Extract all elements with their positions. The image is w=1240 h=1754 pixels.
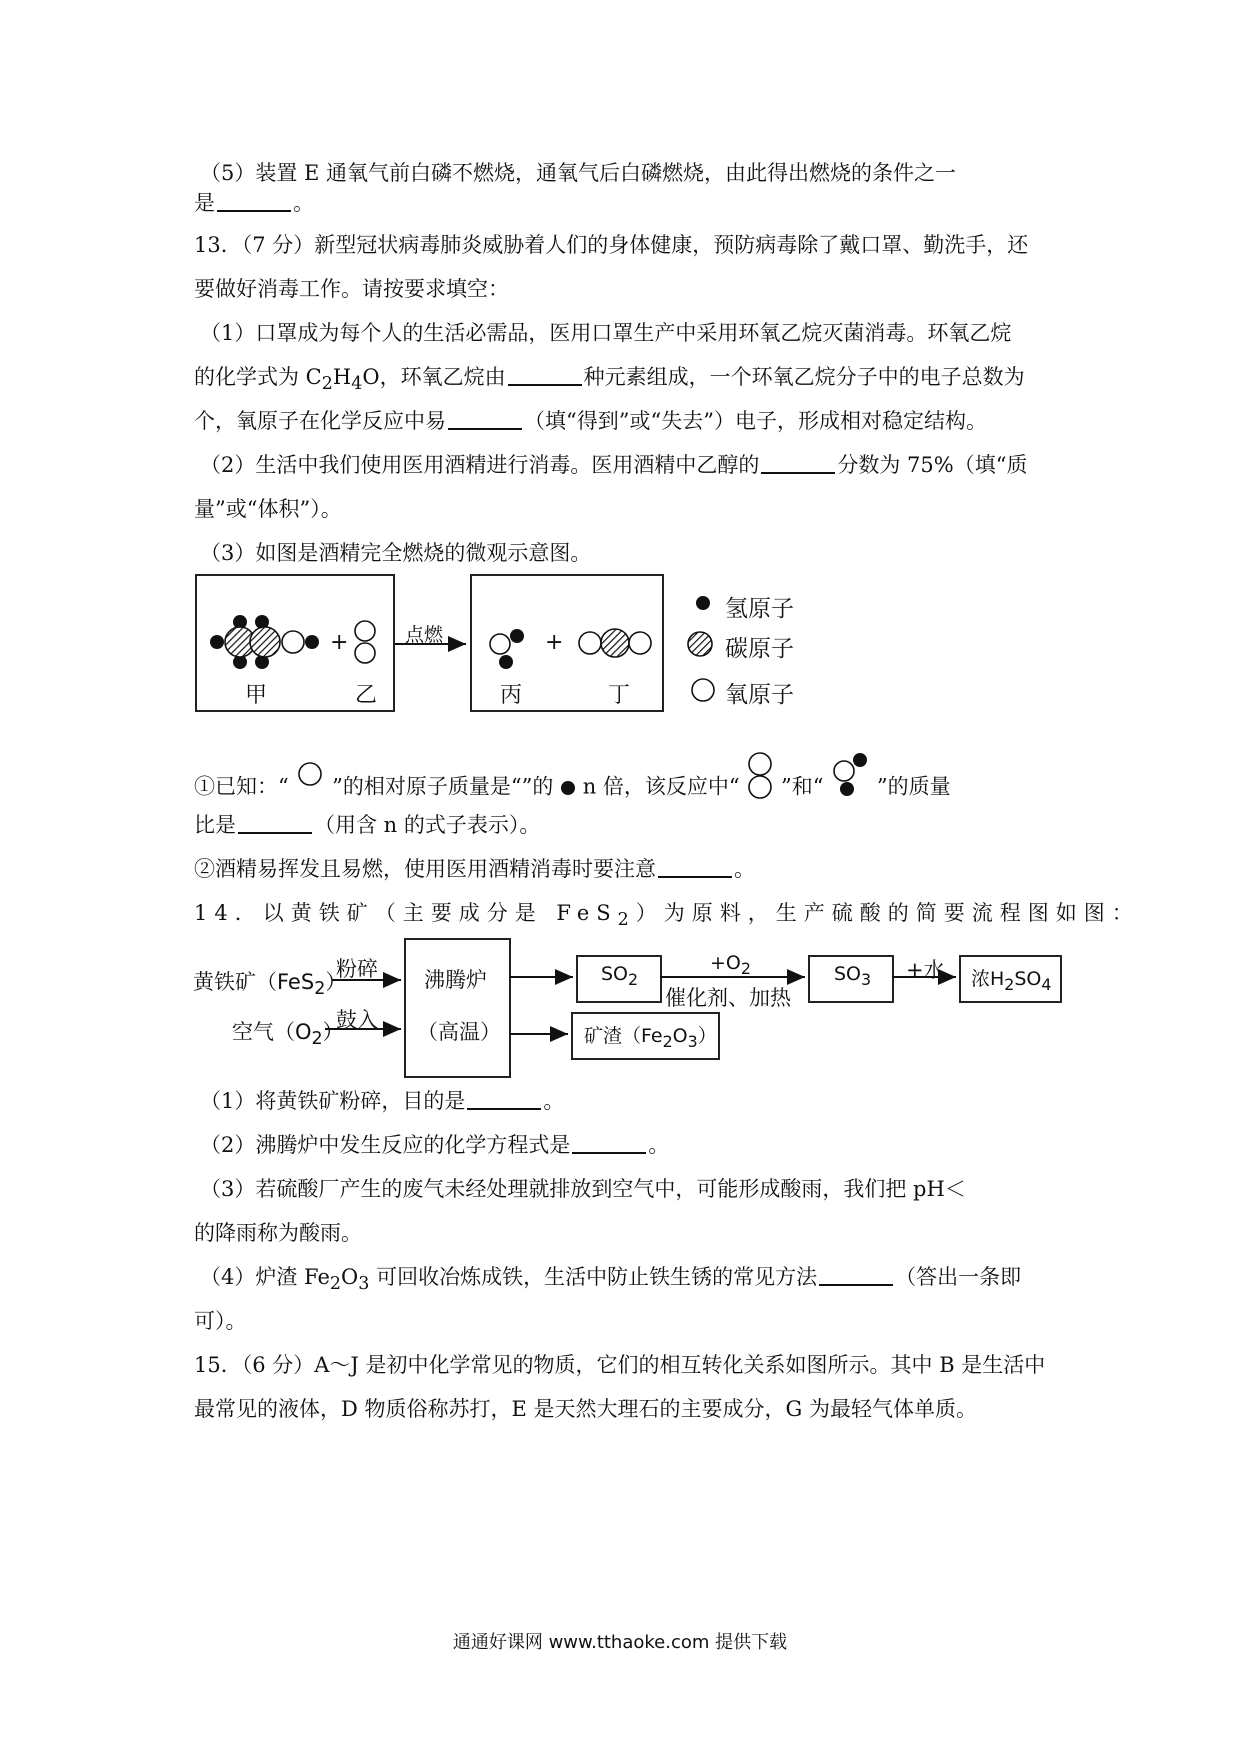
- answer-blank[interactable]: [467, 1088, 541, 1110]
- q14-part3-line1: （3）若硫酸厂产生的废气未经处理就排放到空气中，可能形成酸雨，我们把 pH＜: [200, 1177, 966, 1201]
- q13-text: 。: [734, 857, 755, 881]
- q13-text: ”的相对原子质量是“”的: [332, 774, 554, 799]
- formula-sub: 2: [314, 979, 326, 1000]
- q14-text: （1）将黄铁矿粉碎，目的是: [200, 1089, 466, 1113]
- q13-stem-line1: 13．（7 分）新型冠状病毒肺炎威胁着人们的身体健康，预防病毒除了戴口罩、勤洗手，还: [194, 233, 1029, 257]
- q12-end: 。: [293, 191, 314, 215]
- sulfuric-acid-label: [971, 964, 1051, 994]
- formula-sub: 2: [662, 1031, 673, 1051]
- q13-stem-line2: 要做好消毒工作。请按要求填空：: [194, 277, 509, 301]
- q15-stem-line2: 最常见的液体，D 物质俗称苏打，E 是天然大理石的主要成分，G 为最轻气体单质。: [194, 1397, 977, 1421]
- q13-text: ②酒精易挥发且易燃，使用医用酒精消毒时要注意: [194, 857, 656, 881]
- q13-text: （用含 n 的式子表示）。: [314, 813, 541, 837]
- q13-part1-line1: （1）口罩成为每个人的生活必需品，医用口罩生产中采用环氧乙烷灭菌消毒。环氧乙烷: [200, 321, 1012, 345]
- plus-sign: +: [330, 630, 349, 655]
- label-jia: 甲: [245, 683, 268, 708]
- oxygen-reagent-label: [710, 952, 751, 978]
- flow-text: ）: [325, 970, 347, 994]
- so3-label: [834, 963, 871, 989]
- q14-text: 。: [648, 1133, 670, 1157]
- q15-stem-line1: 15．（6 分）A～J 是初中化学常见的物质，它们的相互转化关系如图所示。其中 B 是生活中: [194, 1353, 1046, 1377]
- blow-label: 鼓入: [336, 1008, 378, 1032]
- q14-part1: [200, 1086, 564, 1116]
- label-yi: 乙: [355, 683, 378, 708]
- q13-text: （2）生活中我们使用医用酒精进行消毒。医用酒精中乙醇的: [200, 453, 760, 477]
- q13-text: 种元素组成，一个环氧乙烷分子中的电子总数为: [583, 365, 1025, 389]
- furnace-label: 沸腾炉: [424, 968, 487, 992]
- catalyst-label: 催化剂、加热: [665, 986, 791, 1010]
- q14-text: 。: [543, 1089, 565, 1113]
- flow-text: ）: [697, 1025, 717, 1047]
- q12-text: 是: [194, 191, 215, 215]
- q13-text: （填“得到”或“失去”）电子，形成相对稳定结构。: [524, 409, 987, 433]
- q14-text: ）为原料，生产硫酸的简要流程图如图：: [635, 901, 1140, 925]
- formula-sub: 3: [687, 1031, 698, 1051]
- q13-text: ”的质量: [876, 774, 951, 799]
- flow-text: 空气（O: [232, 1020, 312, 1044]
- air-label: [232, 1016, 344, 1049]
- answer-blank[interactable]: [819, 1264, 893, 1286]
- page-footer: 通通好课网 www.tthaoke.com 提供下载: [452, 1632, 788, 1653]
- flow-text: SO: [601, 963, 629, 985]
- q14-text: （4）炉渣 Fe: [200, 1265, 330, 1289]
- water-reagent-label: +水: [906, 958, 945, 982]
- q14-part4-line1: [200, 1262, 1021, 1299]
- q14-text: （答出一条即: [895, 1265, 1022, 1289]
- flow-text: 浓H: [971, 968, 1005, 990]
- label-bing: 丙: [500, 683, 523, 708]
- formula-text: H: [332, 365, 352, 389]
- crush-label: 粉碎: [336, 957, 378, 981]
- q14-part2: [200, 1130, 669, 1160]
- q12-part5-line1: （5）装置 E 通氧气前白磷不燃烧，通氧气后白磷燃烧，由此得出燃烧的条件之一: [200, 161, 957, 185]
- flow-text: SO: [834, 963, 862, 985]
- pyrite-label: [193, 966, 346, 999]
- reaction-condition: 点燃: [405, 624, 444, 646]
- formula-text: O，环氧乙烷由: [362, 365, 506, 389]
- flow-text: O: [672, 1025, 688, 1047]
- flow-text: 矿渣（Fe: [584, 1025, 663, 1047]
- q13-text: ①已知：“: [194, 774, 289, 799]
- legend-oxygen: 氧原子: [725, 682, 794, 708]
- q14-text: 14．以黄铁矿（主要成分是 FeS: [194, 901, 618, 925]
- formula-sub: 3: [358, 1274, 370, 1295]
- flow-text: +O: [710, 952, 741, 974]
- flow-text: 黄铁矿（FeS: [193, 970, 315, 994]
- legend-carbon: 碳原子: [725, 636, 794, 662]
- formula-sub: 2: [617, 910, 636, 931]
- flow-text: ）: [322, 1020, 344, 1044]
- q14-text: O: [341, 1265, 359, 1289]
- formula-sub: 2: [628, 969, 639, 989]
- formula-sub: 2: [329, 1274, 342, 1295]
- label-ding: 丁: [608, 683, 631, 708]
- formula-sub: 4: [351, 374, 363, 395]
- formula-sub: 4: [1041, 974, 1052, 994]
- formula-sub: 2: [740, 958, 751, 978]
- q13-text: 个，氧原子在化学反应中易: [194, 409, 446, 433]
- q13-part3: （3）如图是酒精完全燃烧的微观示意图。: [200, 541, 592, 565]
- q14-part4-line2: 可）。: [194, 1309, 247, 1333]
- q13-text: n 倍，该反应中“: [582, 774, 740, 799]
- q13-part2-line2: 量”或“体积”）。: [194, 497, 342, 521]
- answer-blank[interactable]: [572, 1132, 646, 1154]
- formula-sub: 2: [1004, 974, 1015, 994]
- slag-label: [584, 1021, 717, 1051]
- plus-sign: +: [545, 630, 564, 655]
- formula-sub: 3: [861, 969, 872, 989]
- q14-text: 可回收冶炼成铁，生活中防止铁生锈的常见方法: [369, 1265, 818, 1289]
- furnace-temp-label: （高温）: [417, 1020, 501, 1044]
- q14-text: （2）沸腾炉中发生反应的化学方程式是: [200, 1133, 571, 1157]
- flow-text: SO: [1014, 968, 1042, 990]
- legend-hydrogen: 氢原子: [725, 596, 794, 622]
- formula-text: 的化学式为 C: [194, 365, 322, 389]
- q13-text: ”和“: [781, 774, 824, 799]
- formula-sub: 2: [311, 1029, 323, 1050]
- so2-label: [601, 963, 638, 989]
- formula-sub: 2: [321, 374, 333, 395]
- q14-part3-line2: 的降雨称为酸雨。: [194, 1221, 362, 1245]
- q13-text: 分数为 75%（填“质: [837, 453, 1028, 477]
- q13-text: 比是: [194, 813, 236, 837]
